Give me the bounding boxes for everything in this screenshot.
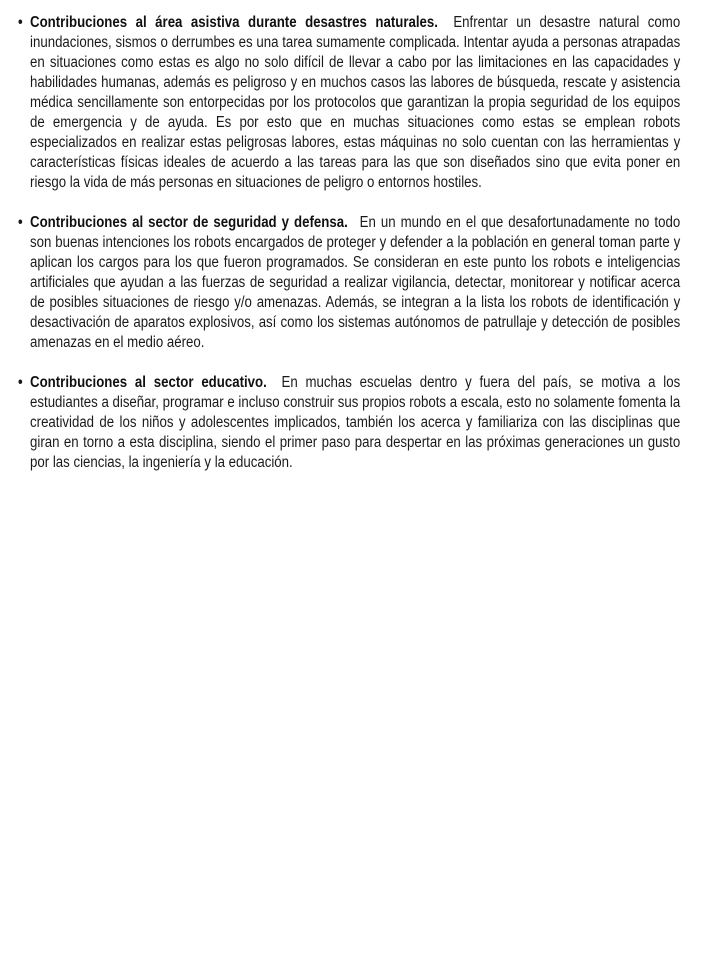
item-body: Enfrentar un desastre natural como inundaciones, sismos o derrumbes es una tarea sumamente complicada. Intentar ayuda a personas atrapadas en situaciones como estas es algo no solo difícil de llevar a cabo por las limitaciones en las capacidades y habilidades humanas, además es peligroso y en muchos casos las labores de búsqueda, rescate y asistencia médica sencillamente son entorpecidas por los protocolos que garantizan la propia seguridad de los equipos de emergencia y de ayuda. Es por esto que en muchas situaciones como estas se emplean robots especializados en realizar estas peligrosas labores, estas máquinas no solo cuentan con las herramientas y características físicas ideales de acuerdo a las tareas para las que son diseñados sino que evita poner en riesgo la vida de más personas en situaciones de peligro o entornos hostiles. (30, 14, 681, 191)
document-page (18, 13, 680, 473)
item-body: En un mundo en el que desafortunadamente no todo son buenas intenciones los robots encargados de proteger y defender a la población en general toman parte y aplican los cargos para los que fueron programados. Se consideran en este punto los robots e inteligencias artificiales que ayudan a las fuerzas de seguridad a realizar vigilancia, detectar, monitorear y notificar acerca de posibles situaciones de riesgo y/o amenazas. Además, se integran a la lista los robots de identificación y desactivación de aparatos explosivos, así como los sistemas autónomos de patrullaje y detección de posibles amenazas en el medio aéreo. (30, 214, 681, 351)
bullet-icon: • (18, 14, 23, 31)
list-item-education (18, 373, 680, 473)
item-title: Contribuciones al área asistiva durante desastres naturales. (30, 14, 438, 31)
list-item-disaster-assistance (18, 13, 680, 193)
item-title: Contribuciones al sector educativo. (30, 374, 267, 391)
bullet-icon: • (18, 214, 23, 231)
list-item-security-defense (18, 213, 680, 353)
item-body: En muchas escuelas dentro y fuera del país, se motiva a los estudiantes a diseñar, programar e incluso construir sus propios robots a escala, esto no solamente fomenta la creatividad de los niños y adolescentes implicados, también los acerca y familiariza con las disciplinas que giran en torno a esta disciplina, siendo el primer paso para despertar en las próximas generaciones un gusto por las ciencias, la ingeniería y la educación. (30, 374, 681, 471)
item-title: Contribuciones al sector de seguridad y defensa. (30, 214, 348, 231)
bullet-icon: • (18, 374, 23, 391)
